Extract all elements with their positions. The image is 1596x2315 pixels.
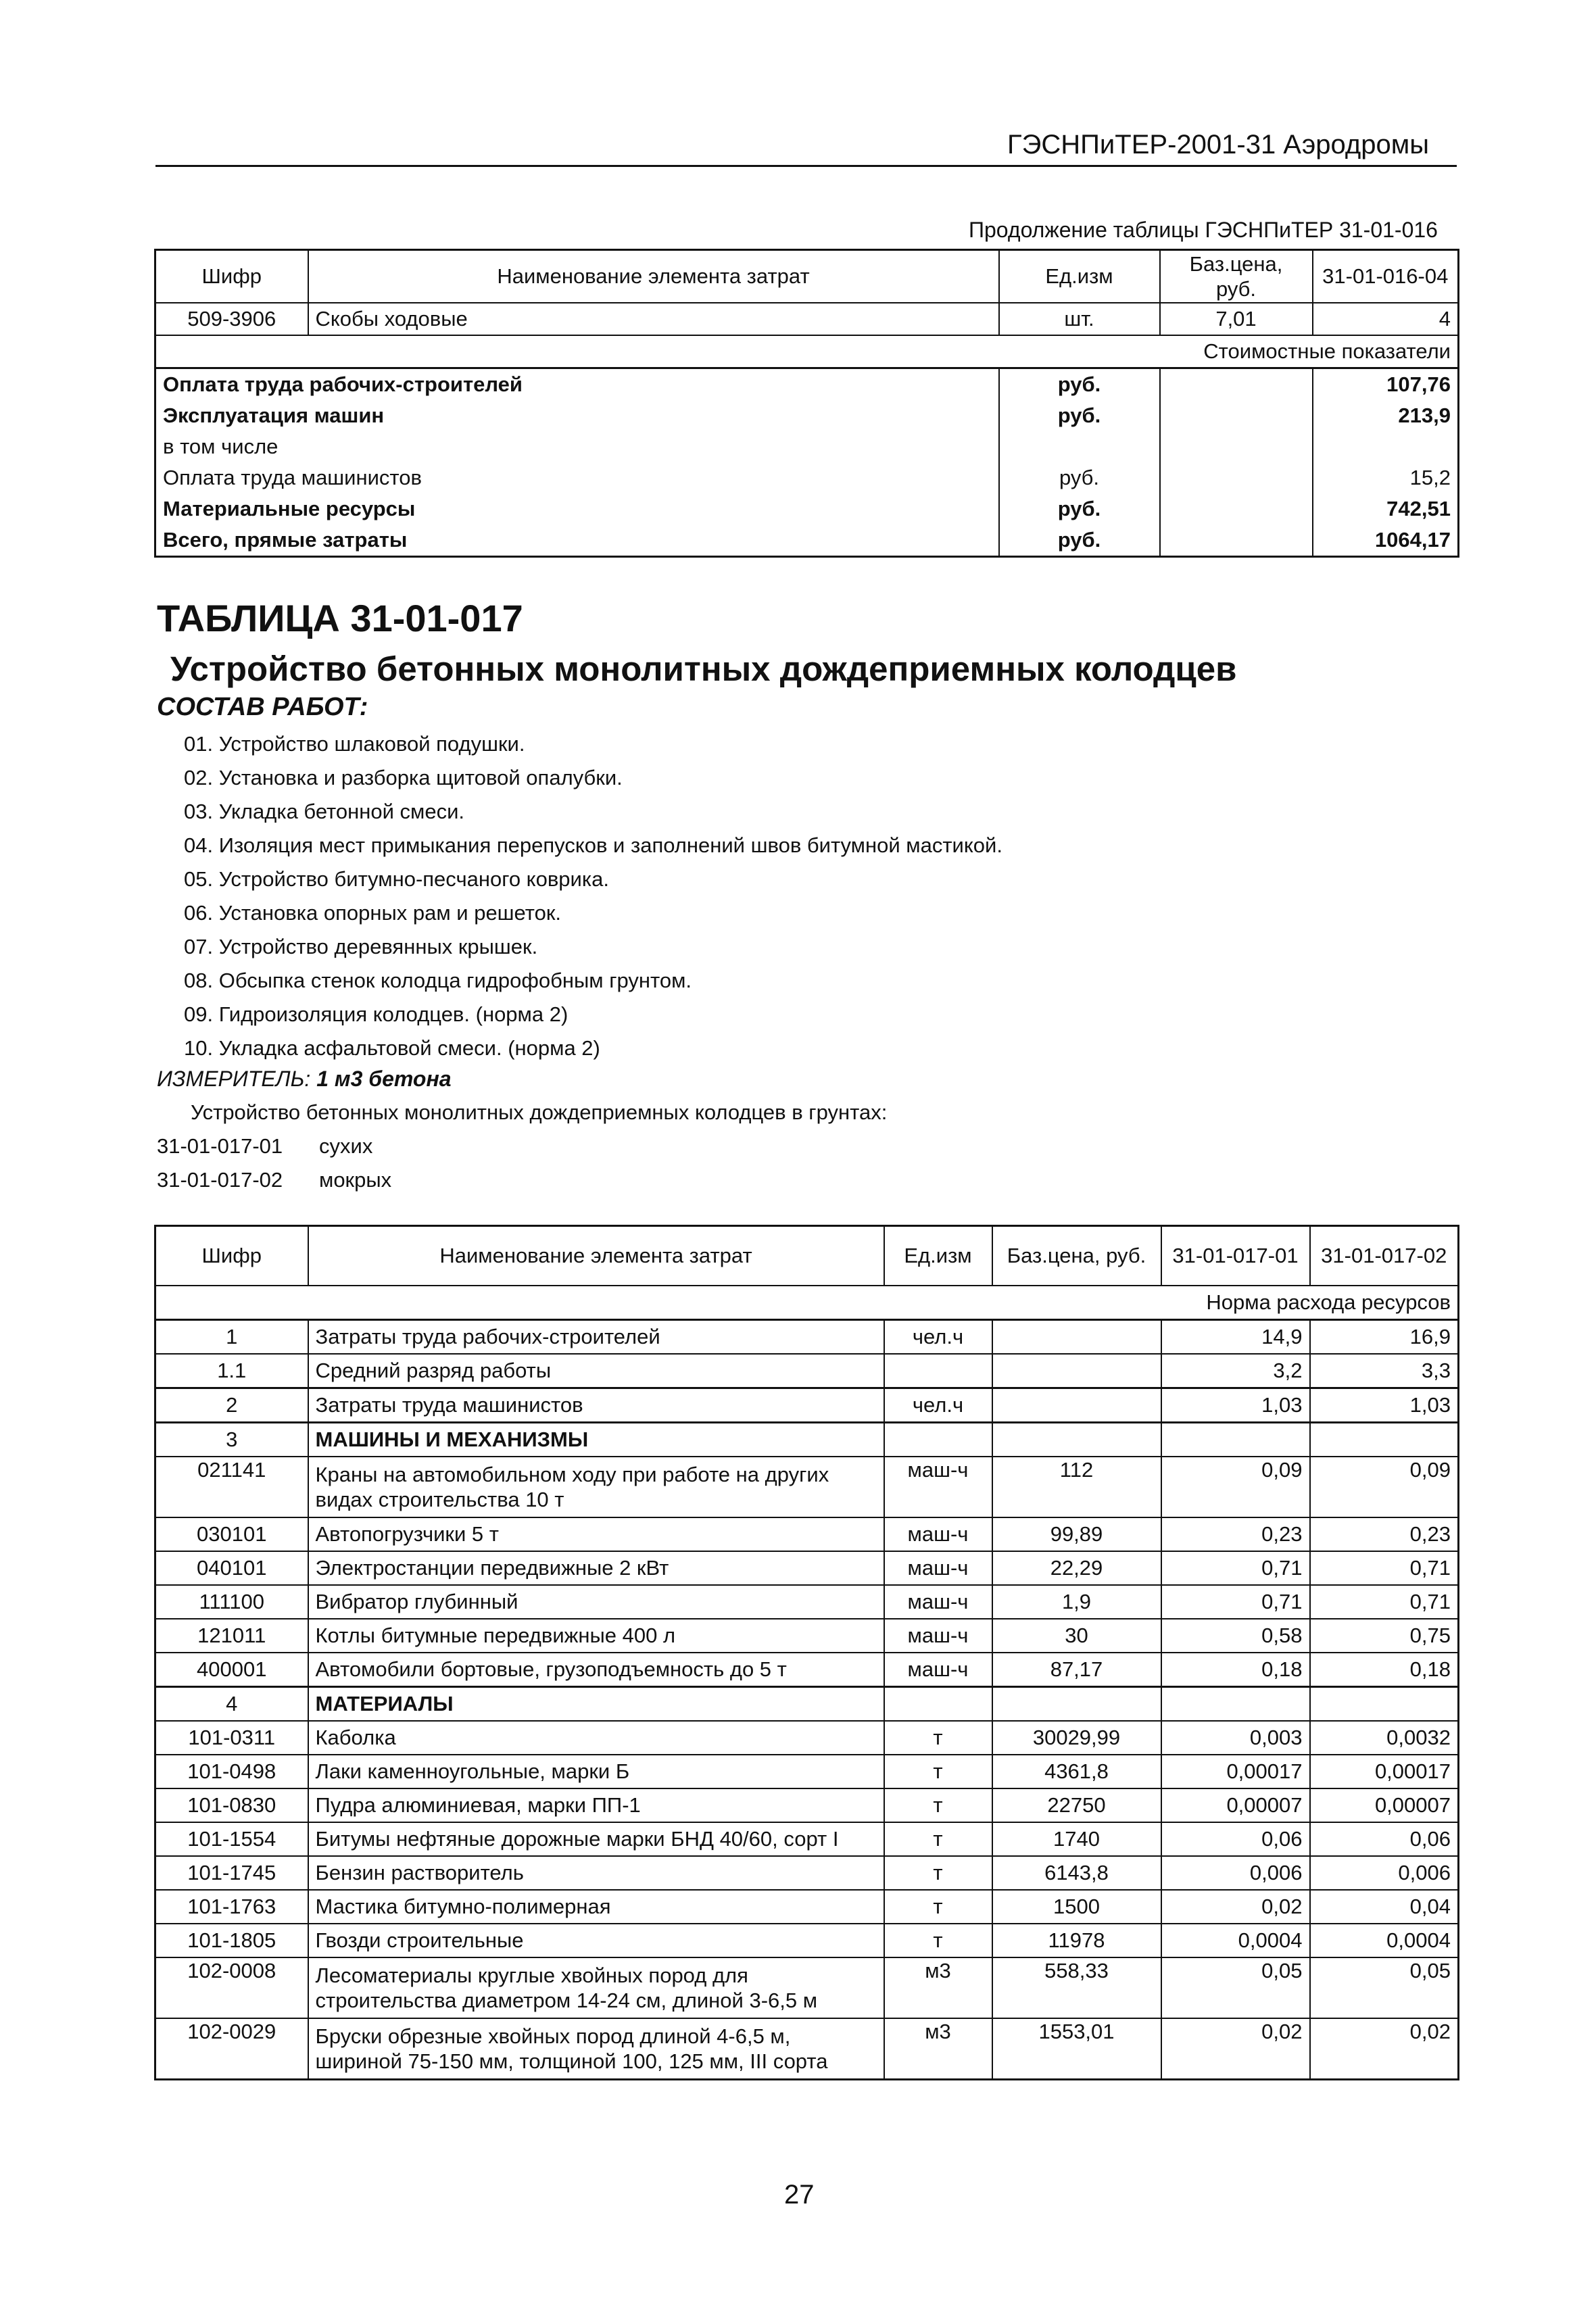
col-unit-header: Ед.изм bbox=[884, 1226, 992, 1286]
cell-norm2: 0,02 bbox=[1310, 2018, 1459, 2080]
cost-value: 213,9 bbox=[1313, 400, 1459, 431]
cost-value: 107,76 bbox=[1313, 368, 1459, 401]
col-name-header: Наименование элемента затрат bbox=[308, 1226, 884, 1286]
cell-norm2: 3,3 bbox=[1310, 1354, 1459, 1388]
cell-unit: маш-ч bbox=[884, 1457, 992, 1517]
cell-code: 101-1554 bbox=[155, 1822, 308, 1856]
cell-code: 101-0498 bbox=[155, 1755, 308, 1788]
list-item: 04. Изоляция мест примыкания перепусков и заполнений швов битумной мастикой. bbox=[184, 833, 1002, 857]
table-row bbox=[155, 1388, 1459, 1423]
col-norm-header: 31-01-016-04 bbox=[1313, 250, 1459, 303]
cell-norm1: 0,02 bbox=[1161, 1890, 1310, 1924]
cell-price bbox=[992, 1388, 1161, 1423]
cell-name: Мастика битумно-полимерная bbox=[308, 1890, 884, 1924]
cell-norm2: 0,75 bbox=[1310, 1619, 1459, 1653]
table-row bbox=[155, 1788, 1459, 1822]
cell-norm2: 0,006 bbox=[1310, 1856, 1459, 1890]
measure-line bbox=[157, 1067, 452, 1092]
cell-norm1: 0,06 bbox=[1161, 1822, 1310, 1856]
cell-unit: м3 bbox=[884, 1957, 992, 2018]
cell-code: 3 bbox=[155, 1423, 308, 1457]
cost-value: 742,51 bbox=[1313, 493, 1459, 525]
measure-label: ИЗМЕРИТЕЛЬ: bbox=[157, 1067, 311, 1091]
cell-price: 99,89 bbox=[992, 1517, 1161, 1551]
cost-value bbox=[1313, 431, 1459, 462]
cell-code: 1 bbox=[155, 1320, 308, 1355]
cell-norm2: 0,00017 bbox=[1310, 1755, 1459, 1788]
cell-price bbox=[992, 1423, 1161, 1457]
cell-price: 30029,99 bbox=[992, 1721, 1161, 1755]
cell-norm2 bbox=[1310, 1423, 1459, 1457]
cell-norm2: 0,71 bbox=[1310, 1551, 1459, 1585]
cost-row bbox=[155, 431, 1459, 462]
cell-code: 101-1745 bbox=[155, 1856, 308, 1890]
table1-section-row bbox=[155, 335, 1459, 368]
cost-name: в том числе bbox=[155, 431, 999, 462]
cell-code: 030101 bbox=[155, 1517, 308, 1551]
cell-code: 400001 bbox=[155, 1653, 308, 1687]
cell-name: Вибратор глубинный bbox=[308, 1585, 884, 1619]
cell-name: Средний разряд работы bbox=[308, 1354, 884, 1388]
cost-row bbox=[155, 462, 1459, 493]
cost-row bbox=[155, 525, 1459, 557]
list-item: 05. Устройство битумно-песчаного коврика. bbox=[184, 867, 609, 891]
table-row bbox=[155, 2018, 1459, 2080]
cell-price bbox=[992, 1320, 1161, 1355]
cell-norm1: 0,09 bbox=[1161, 1457, 1310, 1517]
table-row bbox=[155, 303, 1459, 335]
cost-price bbox=[1160, 431, 1313, 462]
cell-name: Автомобили бортовые, грузоподъемность до 5 т bbox=[308, 1653, 884, 1687]
cost-name: Эксплуатация машин bbox=[155, 400, 999, 431]
cell-code: 101-1763 bbox=[155, 1890, 308, 1924]
table-title: ТАБЛИЦА 31-01-017 bbox=[157, 597, 523, 639]
cell-code: 102-0008 bbox=[155, 1957, 308, 2018]
cell-code: 121011 bbox=[155, 1619, 308, 1653]
cost-unit: руб. bbox=[999, 493, 1160, 525]
cell-unit: м3 bbox=[884, 2018, 992, 2080]
cell-unit: т bbox=[884, 1788, 992, 1822]
cell-code: 2 bbox=[155, 1388, 308, 1423]
col-price-header: Баз.цена, руб. bbox=[1160, 250, 1313, 303]
cell-name: Пудра алюминиевая, марки ПП-1 bbox=[308, 1788, 884, 1822]
works-list bbox=[184, 727, 1002, 1065]
table-row bbox=[155, 1890, 1459, 1924]
cell-norm1 bbox=[1161, 1687, 1310, 1722]
cell-code: 4 bbox=[155, 1687, 308, 1722]
list-item: 06. Установка опорных рам и решеток. bbox=[184, 901, 562, 925]
cost-unit: руб. bbox=[999, 368, 1160, 401]
col-code-header: Шифр bbox=[155, 250, 308, 303]
cell-norm2: 0,71 bbox=[1310, 1585, 1459, 1619]
cell-code: 111100 bbox=[155, 1585, 308, 1619]
cell-unit: чел.ч bbox=[884, 1388, 992, 1423]
cell-name: Бруски обрезные хвойных пород длиной 4-6,5 м, шириной 75-150 мм, толщиной 100, 125 мм, III сорта bbox=[308, 2018, 884, 2080]
cell-name: Котлы битумные передвижные 400 л bbox=[308, 1619, 884, 1653]
list-item: 01. Устройство шлаковой подушки. bbox=[184, 732, 525, 756]
cell-norm2: 0,18 bbox=[1310, 1653, 1459, 1687]
cell-norm2: 0,23 bbox=[1310, 1517, 1459, 1551]
cell-norm1: 0,0004 bbox=[1161, 1924, 1310, 1957]
cell-norm1: 0,05 bbox=[1161, 1957, 1310, 2018]
cell-unit: т bbox=[884, 1721, 992, 1755]
cell-norm1: 0,00017 bbox=[1161, 1755, 1310, 1788]
cell-norm1: 0,58 bbox=[1161, 1619, 1310, 1653]
cell-norm2: 0,00007 bbox=[1310, 1788, 1459, 1822]
cell-norm1: 14,9 bbox=[1161, 1320, 1310, 1355]
cell-price: 1553,01 bbox=[992, 2018, 1161, 2080]
cost-table-31-01-016 bbox=[154, 249, 1459, 558]
cost-unit: руб. bbox=[999, 462, 1160, 493]
cell-norm2 bbox=[1310, 1687, 1459, 1722]
table-row bbox=[155, 1457, 1459, 1517]
cost-name: Материальные ресурсы bbox=[155, 493, 999, 525]
list-item: 09. Гидроизоляция колодцев. (норма 2) bbox=[184, 1002, 569, 1026]
cell-norm2: 0,0032 bbox=[1310, 1721, 1459, 1755]
cell-name: Бензин растворитель bbox=[308, 1856, 884, 1890]
table-row bbox=[155, 1721, 1459, 1755]
cell-name: Автопогрузчики 5 т bbox=[308, 1517, 884, 1551]
cell-norm1: 0,23 bbox=[1161, 1517, 1310, 1551]
cell-unit: маш-ч bbox=[884, 1653, 992, 1687]
cost-unit bbox=[999, 431, 1160, 462]
cell-norm2: 16,9 bbox=[1310, 1320, 1459, 1355]
section-label: Норма расхода ресурсов bbox=[155, 1286, 1459, 1320]
col-norm2-header: 31-01-017-02 bbox=[1310, 1226, 1459, 1286]
cell-unit: маш-ч bbox=[884, 1585, 992, 1619]
cell-price: 22750 bbox=[992, 1788, 1161, 1822]
section-label: Стоимостные показатели bbox=[155, 335, 1459, 368]
measure-value: 1 м3 бетона bbox=[316, 1067, 452, 1091]
cost-row bbox=[155, 368, 1459, 401]
cost-unit: руб. bbox=[999, 525, 1160, 557]
cell-price: 1500 bbox=[992, 1890, 1161, 1924]
cell-unit bbox=[884, 1423, 992, 1457]
cost-name: Оплата труда рабочих-строителей bbox=[155, 368, 999, 401]
norm-code-text: мокрых bbox=[319, 1168, 392, 1192]
cell-price: 6143,8 bbox=[992, 1856, 1161, 1890]
table-row bbox=[155, 1585, 1459, 1619]
col-unit-header: Ед.изм bbox=[999, 250, 1160, 303]
cost-name: Оплата труда машинистов bbox=[155, 462, 999, 493]
cell-price bbox=[992, 1687, 1161, 1722]
cell-name: Лесоматериалы круглые хвойных пород для строительства диаметром 14-24 см, длиной 3-6,5 м bbox=[308, 1957, 884, 2018]
table-row bbox=[155, 1924, 1459, 1957]
cell-unit: шт. bbox=[999, 303, 1160, 335]
list-item: 02. Установка и разборка щитовой опалубки. bbox=[184, 766, 623, 789]
cell-unit bbox=[884, 1687, 992, 1722]
table-row bbox=[155, 1354, 1459, 1388]
table-row bbox=[155, 1687, 1459, 1722]
cell-code: 040101 bbox=[155, 1551, 308, 1585]
cell-norm1: 0,02 bbox=[1161, 2018, 1310, 2080]
cell-unit: маш-ч bbox=[884, 1517, 992, 1551]
cell-unit: т bbox=[884, 1890, 992, 1924]
norm-code: 31-01-017-02 bbox=[157, 1168, 283, 1192]
table1-header-row bbox=[155, 250, 1459, 303]
cost-price bbox=[1160, 493, 1313, 525]
cell-price: 87,17 bbox=[992, 1653, 1161, 1687]
table-row bbox=[155, 1822, 1459, 1856]
cell-unit: т bbox=[884, 1924, 992, 1957]
cell-name: Лаки каменноугольные, марки Б bbox=[308, 1755, 884, 1788]
cell-norm1: 0,00007 bbox=[1161, 1788, 1310, 1822]
cell-name: Затраты труда машинистов bbox=[308, 1388, 884, 1423]
cell-name: Скобы ходовые bbox=[308, 303, 999, 335]
table-row bbox=[155, 1653, 1459, 1687]
cell-unit: т bbox=[884, 1755, 992, 1788]
table-subtitle: Устройство бетонных монолитных дождеприемных колодцев bbox=[170, 650, 1237, 688]
cell-unit: т bbox=[884, 1822, 992, 1856]
table1-continuation-caption: Продолжение таблицы ГЭСНПиТЕР 31-01-016 bbox=[969, 218, 1438, 242]
cell-norm2: 0,05 bbox=[1310, 1957, 1459, 2018]
cell-price: 11978 bbox=[992, 1924, 1161, 1957]
document-header-title: ГЭСНПиТЕР-2001-31 Аэродромы bbox=[1007, 130, 1429, 160]
cell-code: 021141 bbox=[155, 1457, 308, 1517]
cell-unit bbox=[884, 1354, 992, 1388]
cell-norm2: 0,0004 bbox=[1310, 1924, 1459, 1957]
cell-norm2: 1,03 bbox=[1310, 1388, 1459, 1423]
cost-value: 1064,17 bbox=[1313, 525, 1459, 557]
list-item: 03. Укладка бетонной смеси. bbox=[184, 800, 465, 823]
cell-name: Каболка bbox=[308, 1721, 884, 1755]
cell-name: Гвозди строительные bbox=[308, 1924, 884, 1957]
cell-price: 112 bbox=[992, 1457, 1161, 1517]
table-row bbox=[155, 1551, 1459, 1585]
cell-name: Затраты труда рабочих-строителей bbox=[308, 1320, 884, 1355]
cell-unit: т bbox=[884, 1856, 992, 1890]
cell-norm: 4 bbox=[1313, 303, 1459, 335]
intro-text: Устройство бетонных монолитных дождеприемных колодцев в грунтах: bbox=[191, 1100, 888, 1124]
cell-code: 102-0029 bbox=[155, 2018, 308, 2080]
cell-norm1: 0,71 bbox=[1161, 1551, 1310, 1585]
cell-norm2: 0,04 bbox=[1310, 1890, 1459, 1924]
cell-code: 1.1 bbox=[155, 1354, 308, 1388]
cell-code: 101-1805 bbox=[155, 1924, 308, 1957]
table2-header-row bbox=[155, 1226, 1459, 1286]
cell-name: Электростанции передвижные 2 кВт bbox=[308, 1551, 884, 1585]
cell-norm1: 0,003 bbox=[1161, 1721, 1310, 1755]
norm-code-row bbox=[157, 1168, 391, 1192]
cell-price: 4361,8 bbox=[992, 1755, 1161, 1788]
cost-row bbox=[155, 400, 1459, 431]
cell-price: 558,33 bbox=[992, 1957, 1161, 2018]
cost-name: Всего, прямые затраты bbox=[155, 525, 999, 557]
cell-price: 1,9 bbox=[992, 1585, 1161, 1619]
cell-norm1: 0,006 bbox=[1161, 1856, 1310, 1890]
cost-price bbox=[1160, 400, 1313, 431]
cost-price bbox=[1160, 525, 1313, 557]
cost-price bbox=[1160, 462, 1313, 493]
norm-code-text: сухих bbox=[319, 1134, 373, 1158]
cell-code: 101-0830 bbox=[155, 1788, 308, 1822]
table-row bbox=[155, 1957, 1459, 2018]
cost-unit: руб. bbox=[999, 400, 1160, 431]
cell-norm1 bbox=[1161, 1423, 1310, 1457]
cell-name: Битумы нефтяные дорожные марки БНД 40/60, сорт I bbox=[308, 1822, 884, 1856]
cell-price: 7,01 bbox=[1160, 303, 1313, 335]
cell-price bbox=[992, 1354, 1161, 1388]
cell-name: МАШИНЫ И МЕХАНИЗМЫ bbox=[308, 1423, 884, 1457]
table-row bbox=[155, 1755, 1459, 1788]
resource-table-31-01-017 bbox=[154, 1225, 1459, 2080]
cell-name: Краны на автомобильном ходу при работе на других видах строительства 10 т bbox=[308, 1457, 884, 1517]
cell-code: 509-3906 bbox=[155, 303, 308, 335]
cell-price: 1740 bbox=[992, 1822, 1161, 1856]
norm-code-row bbox=[157, 1134, 372, 1159]
table-row bbox=[155, 1619, 1459, 1653]
cell-norm1: 0,18 bbox=[1161, 1653, 1310, 1687]
cell-name: МАТЕРИАЛЫ bbox=[308, 1687, 884, 1722]
cell-unit: маш-ч bbox=[884, 1551, 992, 1585]
cell-norm2: 0,06 bbox=[1310, 1822, 1459, 1856]
cell-unit: чел.ч bbox=[884, 1320, 992, 1355]
cost-value: 15,2 bbox=[1313, 462, 1459, 493]
works-label: СОСТАВ РАБОТ: bbox=[157, 693, 368, 721]
norm-code: 31-01-017-01 bbox=[157, 1134, 283, 1158]
table-row bbox=[155, 1320, 1459, 1355]
cost-price bbox=[1160, 368, 1313, 401]
table2-section-row bbox=[155, 1286, 1459, 1320]
col-name-header: Наименование элемента затрат bbox=[308, 250, 999, 303]
page-number: 27 bbox=[784, 2180, 815, 2210]
cell-norm1: 0,71 bbox=[1161, 1585, 1310, 1619]
col-code-header: Шифр bbox=[155, 1226, 308, 1286]
col-price-header: Баз.цена, руб. bbox=[992, 1226, 1161, 1286]
header-rule bbox=[155, 165, 1457, 167]
list-item: 08. Обсыпка стенок колодца гидрофобным грунтом. bbox=[184, 969, 692, 992]
cell-norm1: 3,2 bbox=[1161, 1354, 1310, 1388]
cost-row bbox=[155, 493, 1459, 525]
cell-norm2: 0,09 bbox=[1310, 1457, 1459, 1517]
cell-unit: маш-ч bbox=[884, 1619, 992, 1653]
cell-price: 22,29 bbox=[992, 1551, 1161, 1585]
cell-norm1: 1,03 bbox=[1161, 1388, 1310, 1423]
list-item: 07. Устройство деревянных крышек. bbox=[184, 935, 538, 958]
cell-price: 30 bbox=[992, 1619, 1161, 1653]
col-norm1-header: 31-01-017-01 bbox=[1161, 1226, 1310, 1286]
table-row bbox=[155, 1856, 1459, 1890]
table-row bbox=[155, 1517, 1459, 1551]
list-item: 10. Укладка асфальтовой смеси. (норма 2) bbox=[184, 1036, 600, 1060]
cell-code: 101-0311 bbox=[155, 1721, 308, 1755]
table-row bbox=[155, 1423, 1459, 1457]
